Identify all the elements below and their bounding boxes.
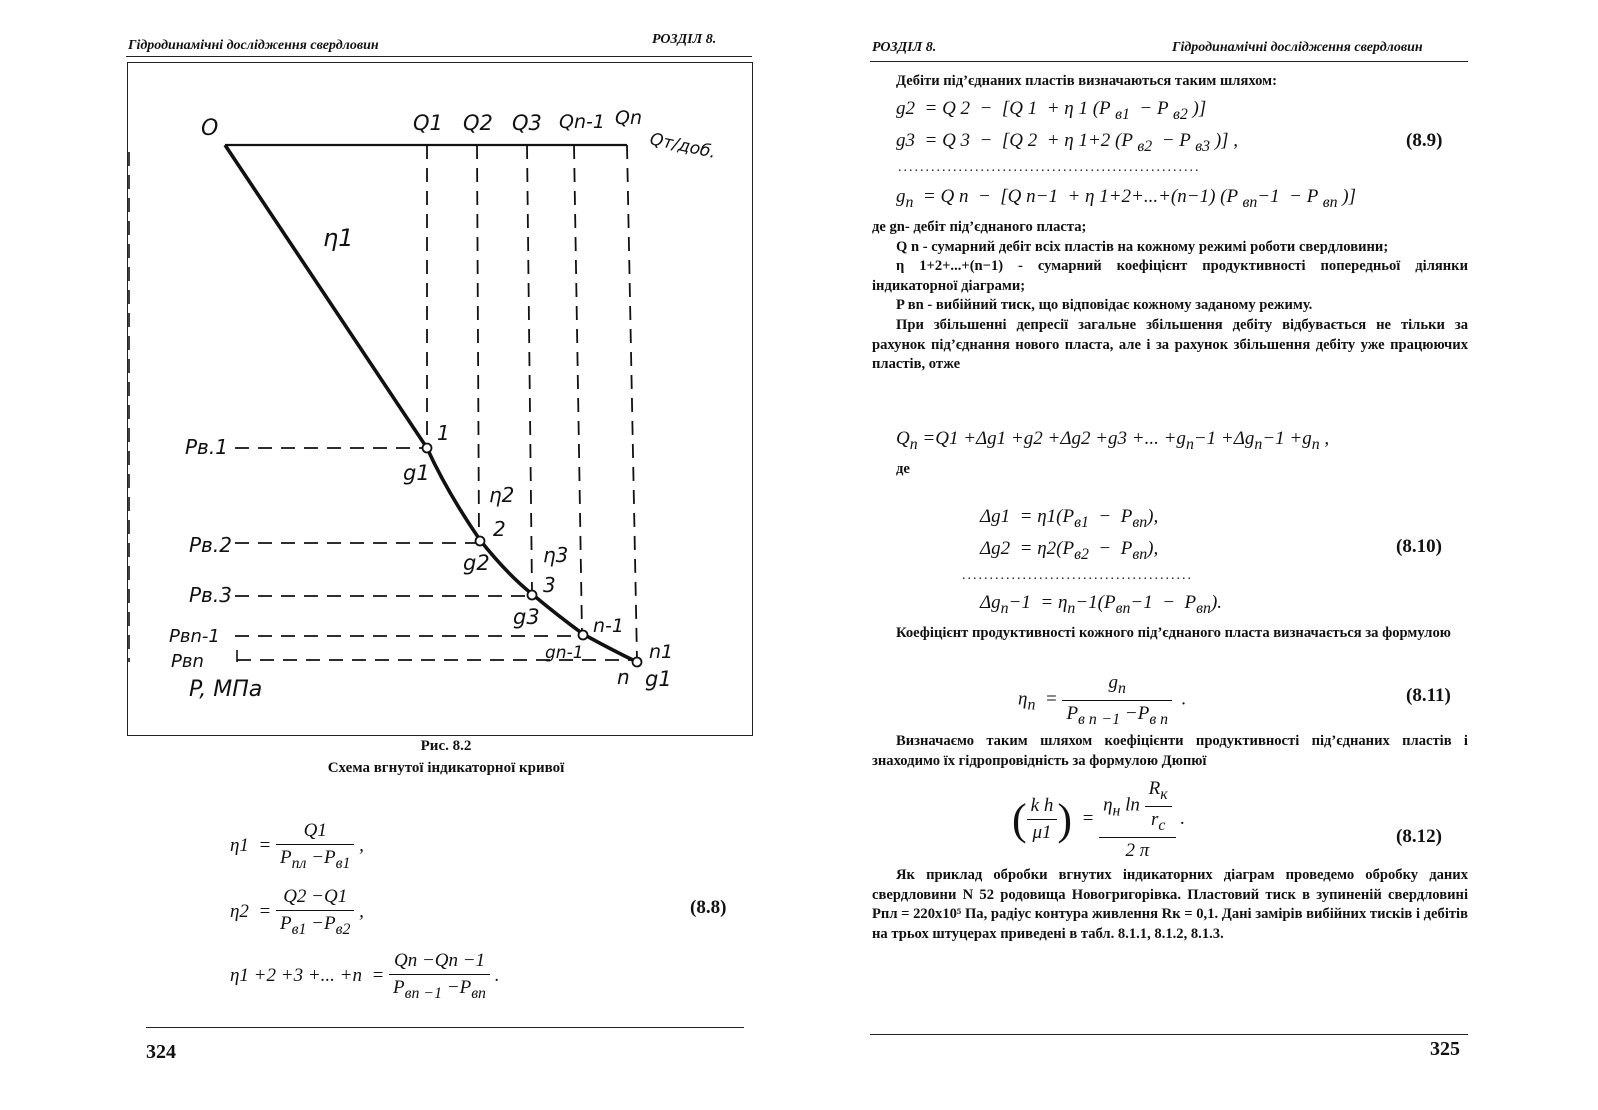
origin-label: O — [201, 116, 219, 141]
right-page-number: 325 — [1430, 1038, 1460, 1060]
svg-text:Pв.3: Pв.3 — [189, 583, 232, 607]
svg-text:g1: g1 — [403, 461, 430, 485]
eq-8-9-line2: g3 = Q 3 − [Q 2 + η 1+2 (P $_{в2}$ − P $_{в3}$ )] , — [896, 130, 1239, 155]
example-text: Як приклад обробки вгнутих індикаторних діаграм проведемо обробку даних свердловини N 52 родовища Новогригорівка. Пластовий тиск в зупиненій свердловині Pпл = 220x10⁵ Па, радіус контура живлення Rк = 0,1. Дані замірів вибійних тисків і дебітів на трьох штуцерах приведені в табл. 8.1.1, 8.1.2, 8.1.3. — [872, 867, 1468, 942]
eq-8-9-line1: g2 = Q 2 − [Q 1 + η 1 (P $_{в1}$ − P $_{в2}$ )] — [896, 98, 1207, 123]
eq-8-10-line2: $\Delta g2 = \eta 2(P_{в2} - P_{вn})$, — [980, 538, 1159, 563]
eq-8-10-line1: $\Delta g1 = \eta 1(P_{в1} - P_{вn})$, — [980, 506, 1159, 531]
left-page-number: 324 — [146, 1041, 176, 1063]
svg-text:Q1: Q1 — [413, 111, 443, 135]
eq-8-8-line2: η2 = $\frac{Q2 -Q1}{P_{в1} -P_{в2}}$ , — [230, 886, 364, 938]
left-running-title: Гідродинамічні дослідження свердловин — [128, 38, 379, 53]
svg-text:P, МПа: P, МПа — [189, 677, 263, 702]
svg-text:g2: g2 — [463, 551, 490, 575]
left-header-rule — [126, 56, 752, 57]
eq-8-8-line1: η1 = $\frac{Q1}{P_{пл} -P_{в1}}$ , — [230, 820, 364, 872]
eq-8-10-dots: .......................................... — [962, 568, 1193, 583]
indicator-curve-diagram — [127, 62, 751, 734]
eq-8-11-number: (8.11) — [1406, 685, 1451, 706]
svg-text:Qn: Qn — [615, 107, 642, 129]
svg-text:Qn-1: Qn-1 — [559, 111, 605, 133]
svg-text:gn-1: gn-1 — [545, 643, 584, 663]
svg-text:Pвn-1: Pвn-1 — [169, 626, 220, 647]
eq-qn-sum: $Q_n =Q1 +\Delta g1 +g2 +\Delta g2 +g3$ +... $+g_n-1 +\Delta g_n-1 +g_n$ , — [896, 428, 1330, 453]
right-running-title: Гідродинамічні дослідження свердловин — [1172, 40, 1423, 55]
eq-8-10-line3: $\Delta g_n-1 = \eta_n-1(P_{вn}-1 - P_{вn})$. — [980, 592, 1223, 617]
right-running-section: РОЗДІЛ 8. — [872, 40, 937, 55]
svg-text:Qт/доб.: Qт/доб. — [647, 129, 718, 163]
svg-text:Q3: Q3 — [512, 111, 542, 135]
svg-text:g1: g1 — [645, 667, 672, 691]
svg-text:η2: η2 — [489, 483, 515, 507]
eq-8-9-number: (8.9) — [1406, 130, 1443, 151]
svg-text:Pвn: Pвn — [171, 651, 204, 672]
eq-8-12: ( $\frac{\text{k h}}{\mu 1}$ ) = $\eta_н$ ln $\frac{R_к}{r_c}$ 2 π . — [1012, 778, 1186, 861]
eq-8-10-number: (8.10) — [1396, 536, 1442, 557]
figure-caption-title: Схема вгнутої індикаторної кривої — [327, 760, 565, 776]
svg-text:3: 3 — [543, 573, 556, 597]
left-running-section: РОЗДІЛ 8. — [652, 32, 717, 47]
svg-text:1: 1 — [437, 421, 450, 445]
svg-text:n-1: n-1 — [593, 615, 624, 637]
definitions: де gn- дебіт під’єднаного пласта; Q n - сумарний дебіт всіх пластів на кожному режимі роботи свердловини; η 1+2+...+(n−1) - сумарний коефіцієнт продуктивності попередньої ділянки індикаторної діаграми; P вn - вибійний тиск, що відповідає кожному заданому режиму. При збільшенні депресії загальне збільшення дебіту відбувається не тільки за рахунок під’єднання нового пласта, але і за рахунок збільшення дебіту уже працюючих пластів, отже — [872, 219, 1468, 373]
qn-dashed-line — [627, 145, 637, 660]
left-footer-rule — [146, 1027, 744, 1028]
where-label: де — [896, 461, 910, 477]
q3-dashed-line — [527, 145, 532, 592]
coef-text: Коефіцієнт продуктивності кожного під’єднаного пласта визначається за формулою — [896, 625, 1451, 641]
svg-text:Pв.2: Pв.2 — [189, 533, 232, 557]
q2-dashed-line — [477, 145, 479, 540]
svg-text:n1: n1 — [649, 641, 674, 663]
svg-text:Q2: Q2 — [463, 111, 493, 135]
figure-caption-number: Рис. 8.2 — [420, 738, 472, 754]
svg-text:n: n — [617, 665, 630, 689]
eq-8-8-number: (8.8) — [690, 897, 727, 918]
eq-8-11: $\eta_n$ = $\frac{g_n}{P_{в n} _{-1} -P_{в n}}$ . — [1018, 672, 1187, 728]
dupuit-text: Визначаємо таким шляхом коефіцієнти продуктивності під’єднаних пластів і знаходимо їх гідропровідність за формулою Дюпюї — [872, 733, 1468, 769]
right-header-rule — [870, 61, 1468, 62]
eq-8-8-line3: η1 +2 +3 +... +n = $\frac{Qn -Qn -1}{P_{вn -1} -P_{вn}}$ . — [230, 950, 500, 1002]
svg-text:η3: η3 — [543, 543, 569, 567]
right-footer-rule — [870, 1034, 1468, 1035]
qn1-dashed-line — [574, 145, 582, 634]
eq-8-12-number: (8.12) — [1396, 826, 1442, 847]
eq-8-9-line3: $g_n = Q$ n − [Q n−1 + η 1+2+...+(n−1) (P $_{вn}$−1 − P $_{вn}$ )] — [896, 186, 1356, 211]
svg-text:η1: η1 — [323, 224, 354, 252]
eq-8-9-dots: ....................................................... — [898, 160, 1201, 175]
svg-text:g3: g3 — [513, 605, 540, 629]
svg-text:2: 2 — [493, 517, 506, 541]
intro-text: Дебіти під’єднаних пластів визначаються таким шляхом: — [896, 73, 1277, 89]
svg-text:Pв.1: Pв.1 — [185, 435, 228, 459]
